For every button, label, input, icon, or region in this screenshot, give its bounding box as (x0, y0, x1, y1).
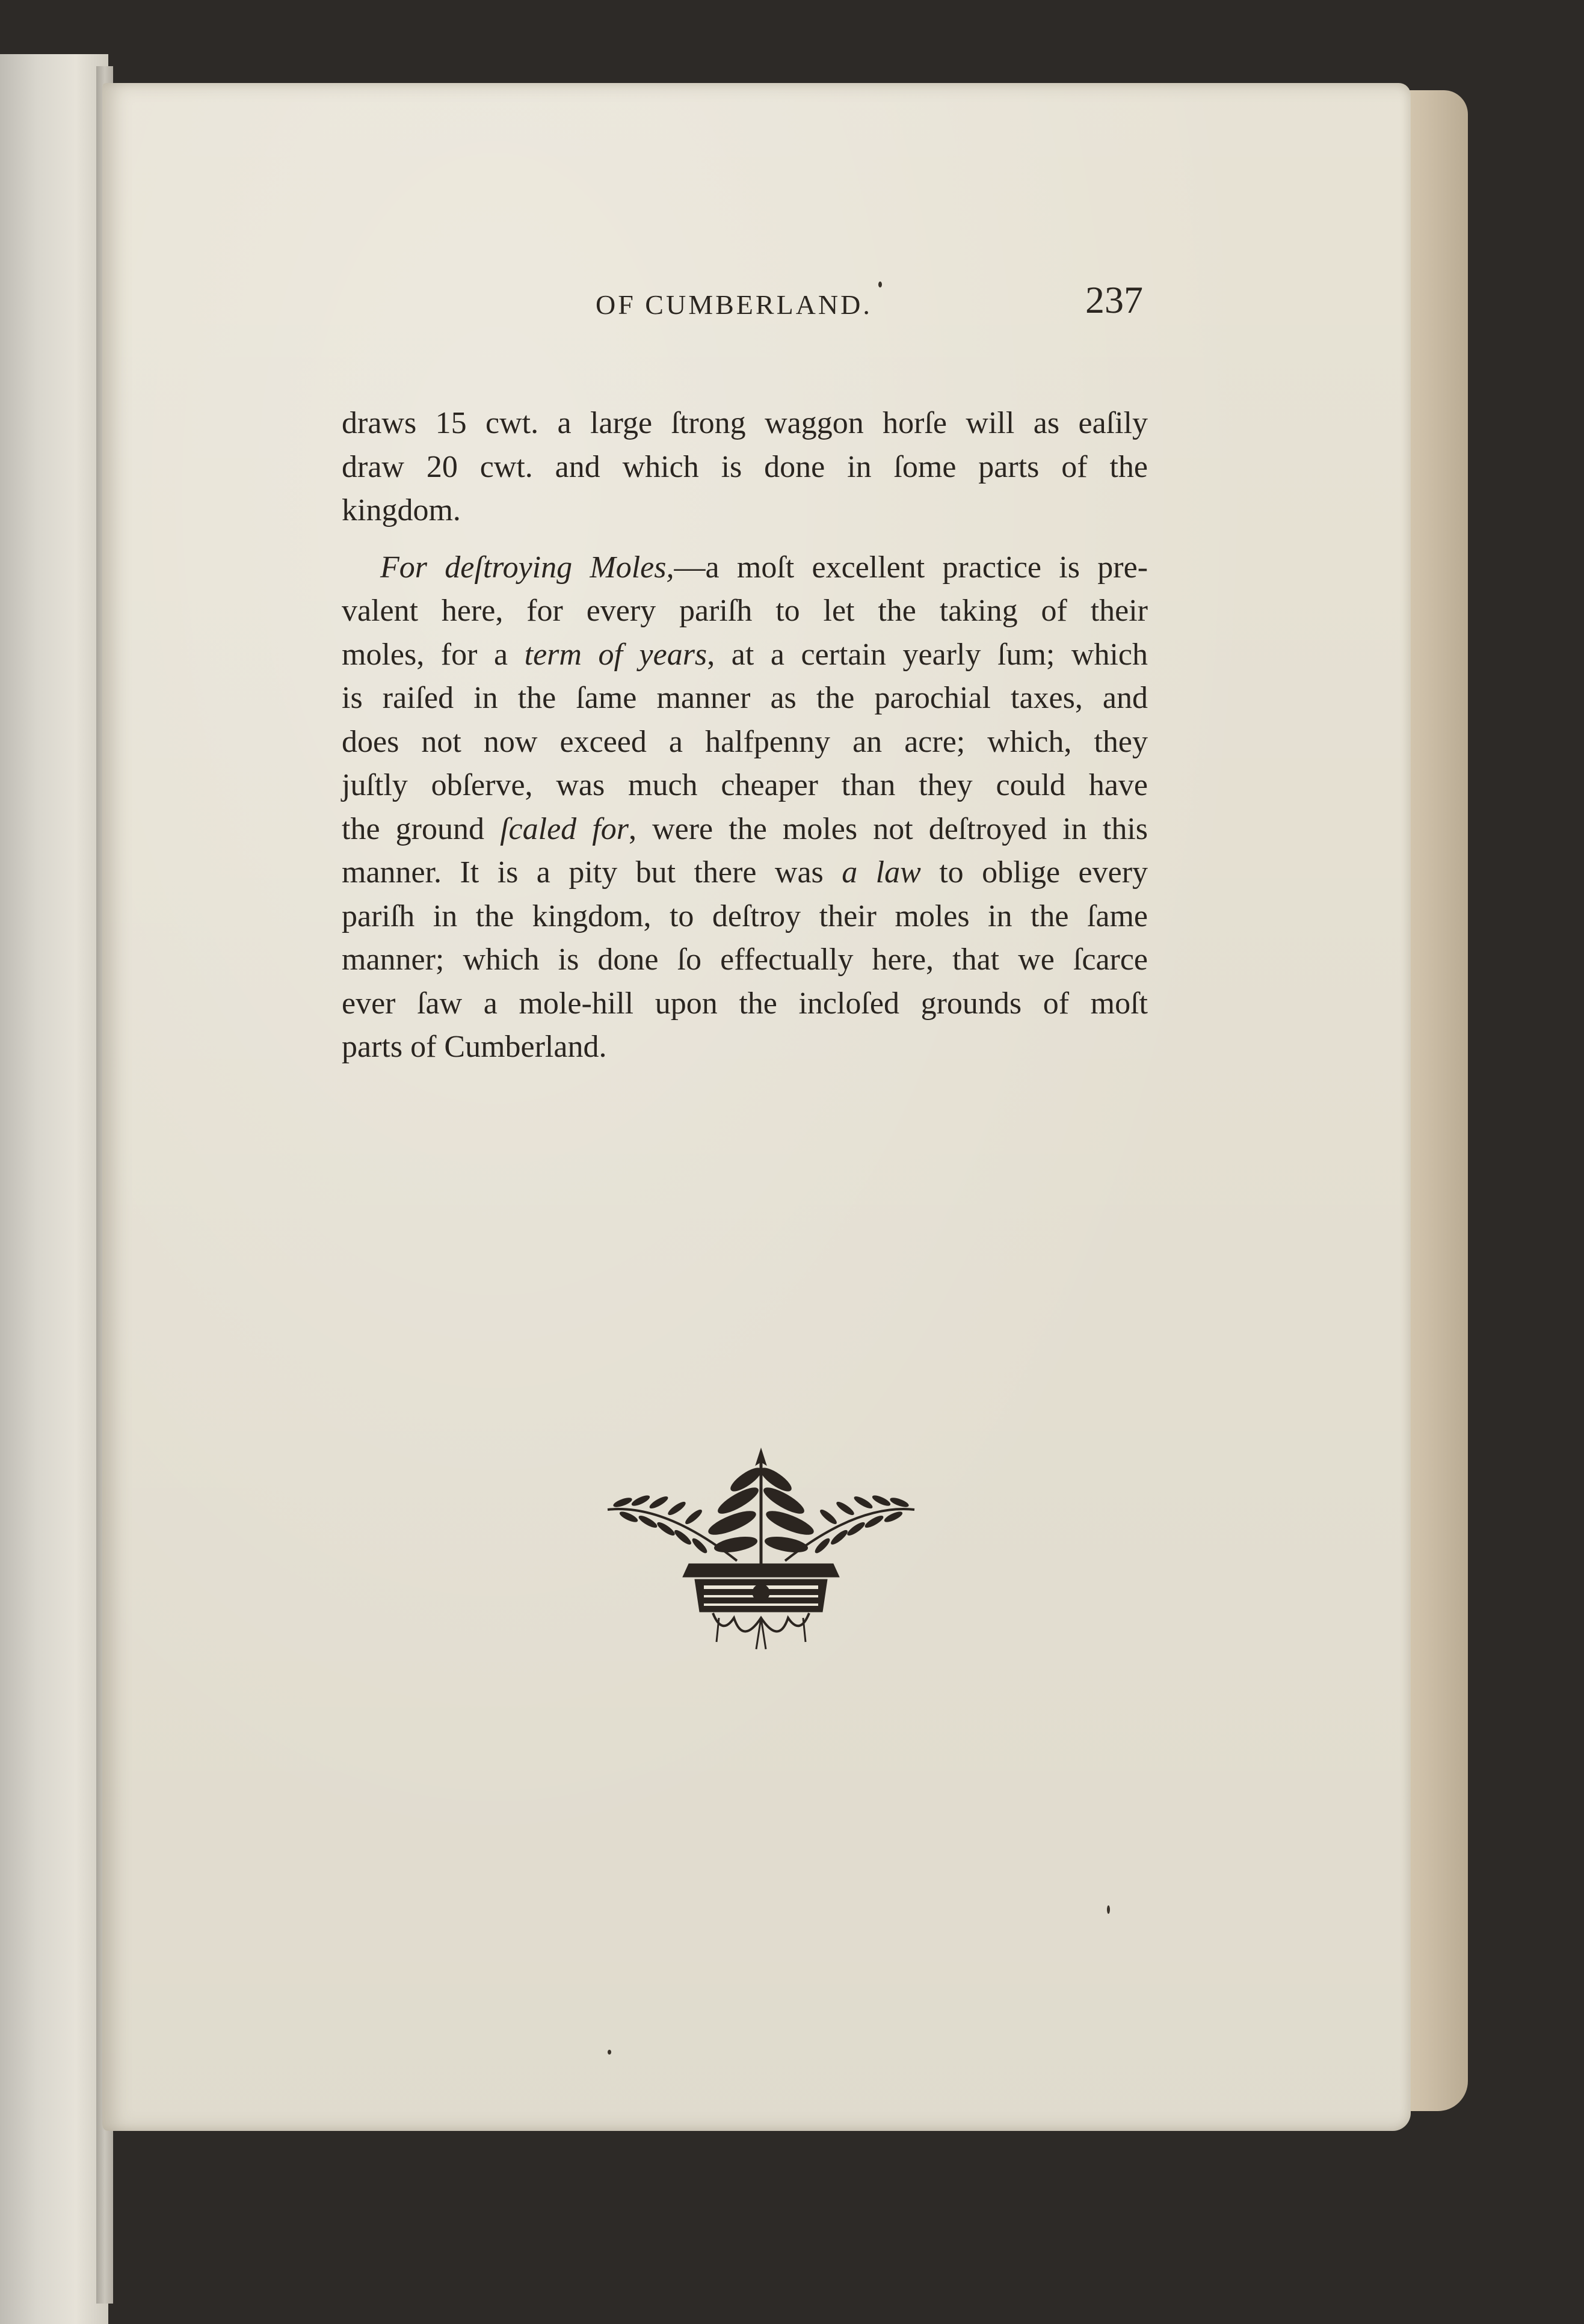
text-run: is raiſed in the ſame manner as the parochial taxes, and (342, 681, 1148, 715)
text-line (342, 1025, 1148, 1069)
text-run: draw 20 cwt. and which is done in ſome parts of the (342, 449, 1148, 484)
paper-speck (1107, 1905, 1110, 1914)
text-line (342, 895, 1148, 939)
text-run: pariſh in the kingdom, to deſtroy their moles in the ſame (342, 899, 1148, 933)
text-run: manner. It is a pity but there was (342, 855, 842, 890)
text-line (342, 489, 1148, 533)
text-run: to oblige every (920, 855, 1148, 890)
text-line (342, 546, 1148, 590)
running-head (343, 265, 1143, 337)
text-line (342, 589, 1148, 633)
body-text (342, 402, 1148, 1069)
book-page (102, 83, 1411, 2131)
fleuron-basket-of-fronds-icon (599, 1437, 923, 1654)
text-run: , at a certain yearly ſum; which (707, 637, 1148, 672)
paper-speck (608, 2050, 611, 2055)
paragraph (342, 402, 1148, 533)
text-run: valent here, for every pariſh to let the taking of their (342, 594, 1148, 628)
text-line (342, 677, 1148, 721)
text-run: draws 15 cwt. a large ſtrong waggon horſe will as eaſily (342, 406, 1148, 440)
text-line (342, 764, 1148, 808)
text-run: the ground (342, 811, 501, 846)
italic-text: For deſtroying Moles, (380, 550, 674, 585)
page-number: 237 (1085, 278, 1143, 321)
running-title: OF CUMBERLAND. (596, 289, 872, 320)
text-line (342, 851, 1148, 895)
text-line (342, 808, 1148, 852)
text-line (342, 402, 1148, 446)
text-run: moles, for a (342, 637, 525, 672)
text-run: juſtly obſerve, was much cheaper than they could have (342, 768, 1148, 802)
text-line (342, 938, 1148, 982)
italic-text: ſcaled for (500, 811, 629, 846)
italic-text: term of years (524, 637, 707, 672)
paragraph-gap (342, 533, 1148, 546)
facing-page-edge (0, 54, 108, 2324)
text-run: , were the moles not deſtroyed in this (628, 811, 1148, 846)
text-line (342, 982, 1148, 1026)
italic-text: a law (842, 855, 921, 890)
paragraph (342, 546, 1148, 1069)
text-line (342, 446, 1148, 490)
text-line (342, 721, 1148, 764)
text-line (342, 633, 1148, 677)
text-run: ever ſaw a mole-hill upon the incloſed grounds of moſt (342, 986, 1148, 1021)
text-run: does not now exceed a halfpenny an acre; which, they (342, 724, 1148, 759)
text-run: manner; which is done ſo effectually here, that we ſcarce (342, 942, 1148, 977)
text-run: —a moſt excellent practice is pre- (674, 550, 1148, 585)
text-run: parts of Cumberland. (342, 1030, 607, 1064)
text-run: kingdom. (342, 493, 461, 527)
